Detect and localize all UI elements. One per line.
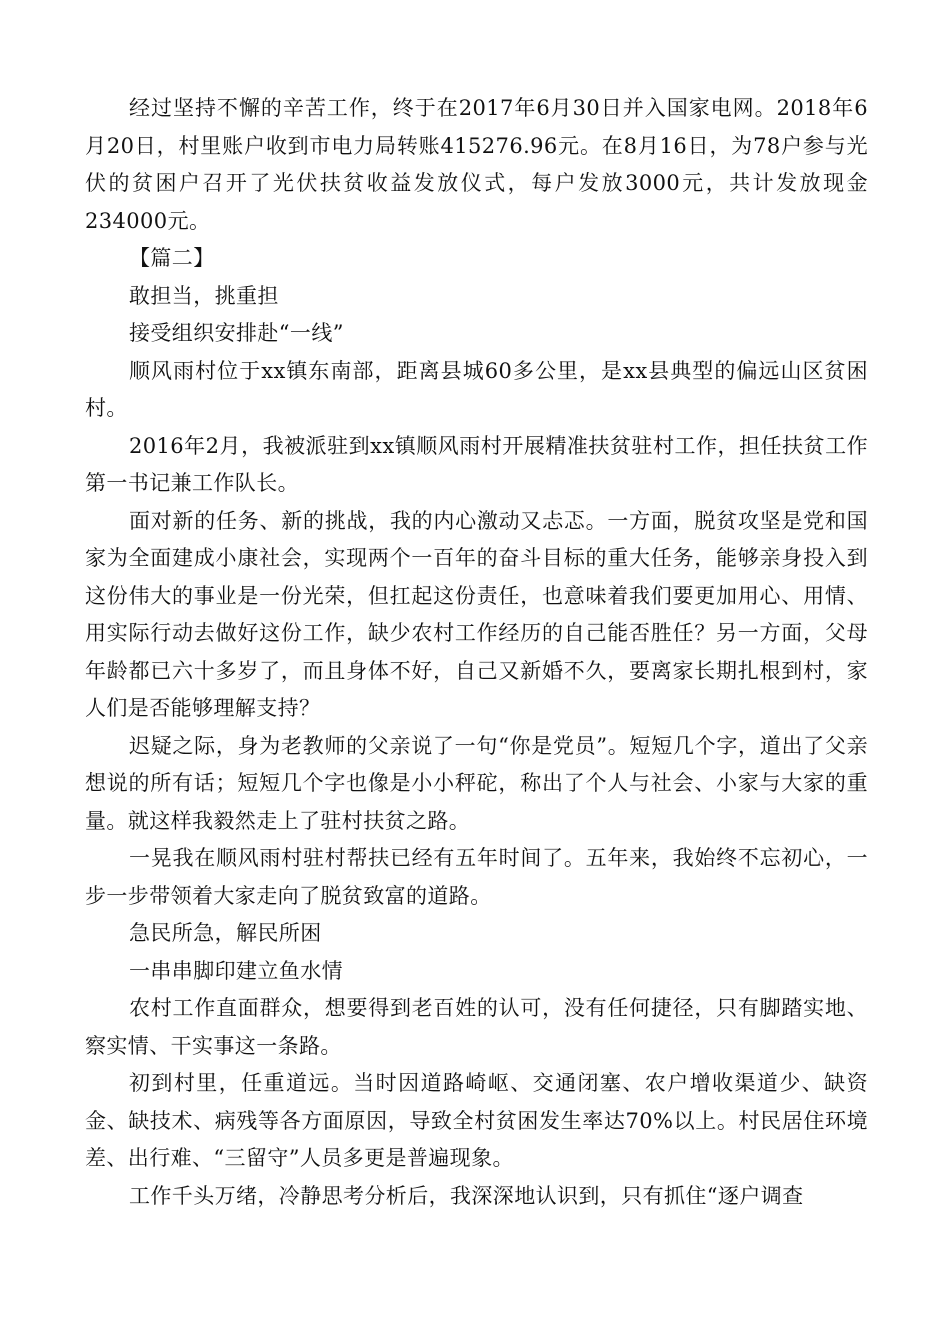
section-heading-part-two: 【篇二】 xyxy=(129,246,215,270)
paragraph-grid-connection: 经过坚持不懈的辛苦工作，终于在2017年6月30日并入国家电网。2018年6月20日，村里账户收到市电力局转账415276.96元。在8月16日，为78户参与光伏的贫困户召开了光伏扶贫收益发放仪式，每户发放3000元，共计发放现金234000元。 xyxy=(85,96,868,233)
paragraph-new-challenge: 面对新的任务、新的挑战，我的内心激动又忐忑。一方面，脱贫攻坚是党和国家为全面建成小康社会，实现两个一百年的奋斗目标的重大任务，能够亲身投入到这份伟大的事业是一份光荣，但扛起这份责任，也意味着我们要更加用心、用情、用实际行动去做好这份工作，缺少农村工作经历的自己能否胜任？另一方面，父母年龄都已六十多岁了，而且身体不好，自己又新婚不久，要离家长期扎根到村，家人们是否能够理解支持？ xyxy=(85,508,868,720)
paragraph-arrival: 初到村里，任重道远。当时因道路崎岖、交通闭塞、农户增收渠道少、缺资金、缺技术、病残等各方面原因，导致全村贫困发生率达70%以上。村民居住环境差、出行难、“三留守”人员多更是普遍现象。 xyxy=(85,1071,868,1170)
document-page xyxy=(85,90,868,1215)
paragraph-father-advice: 迟疑之际，身为老教师的父亲说了一句“你是党员”。短短几个字，道出了父亲想说的所有话；短短几个字也像是小小秤砣，称出了个人与社会、小家与大家的重量。就这样我毅然走上了驻村扶贫之路。 xyxy=(85,733,868,833)
paragraph-rural-work: 农村工作直面群众，想要得到老百姓的认可，没有任何捷径，只有脚踏实地、察实情、干实事这一条路。 xyxy=(85,996,868,1058)
paragraph-assignment: 2016年2月，我被派驻到xx镇顺风雨村开展精准扶贫驻村工作，担任扶贫工作第一书记兼工作队长。 xyxy=(85,433,868,495)
subheading-footprints: 一串串脚印建立鱼水情 xyxy=(129,958,343,983)
paragraph-five-years: 一晃我在顺风雨村驻村帮扶已经有五年时间了。五年来，我始终不忘初心，一步一步带领着大家走向了脱贫致富的道路。 xyxy=(85,846,868,908)
paragraph-village-location: 顺风雨村位于xx镇东南部，距离县城60多公里，是xx县典型的偏远山区贫困村。 xyxy=(85,358,868,420)
subheading-urgent-needs: 急民所急，解民所困 xyxy=(129,921,322,945)
subheading-take-responsibility: 敢担当，挑重担 xyxy=(129,283,279,308)
paragraph-analysis: 工作千头万绪，冷静思考分析后，我深深地认识到，只有抓住“逐户调查 xyxy=(129,1183,804,1208)
subheading-front-line: 接受组织安排赴“一线” xyxy=(129,321,344,345)
